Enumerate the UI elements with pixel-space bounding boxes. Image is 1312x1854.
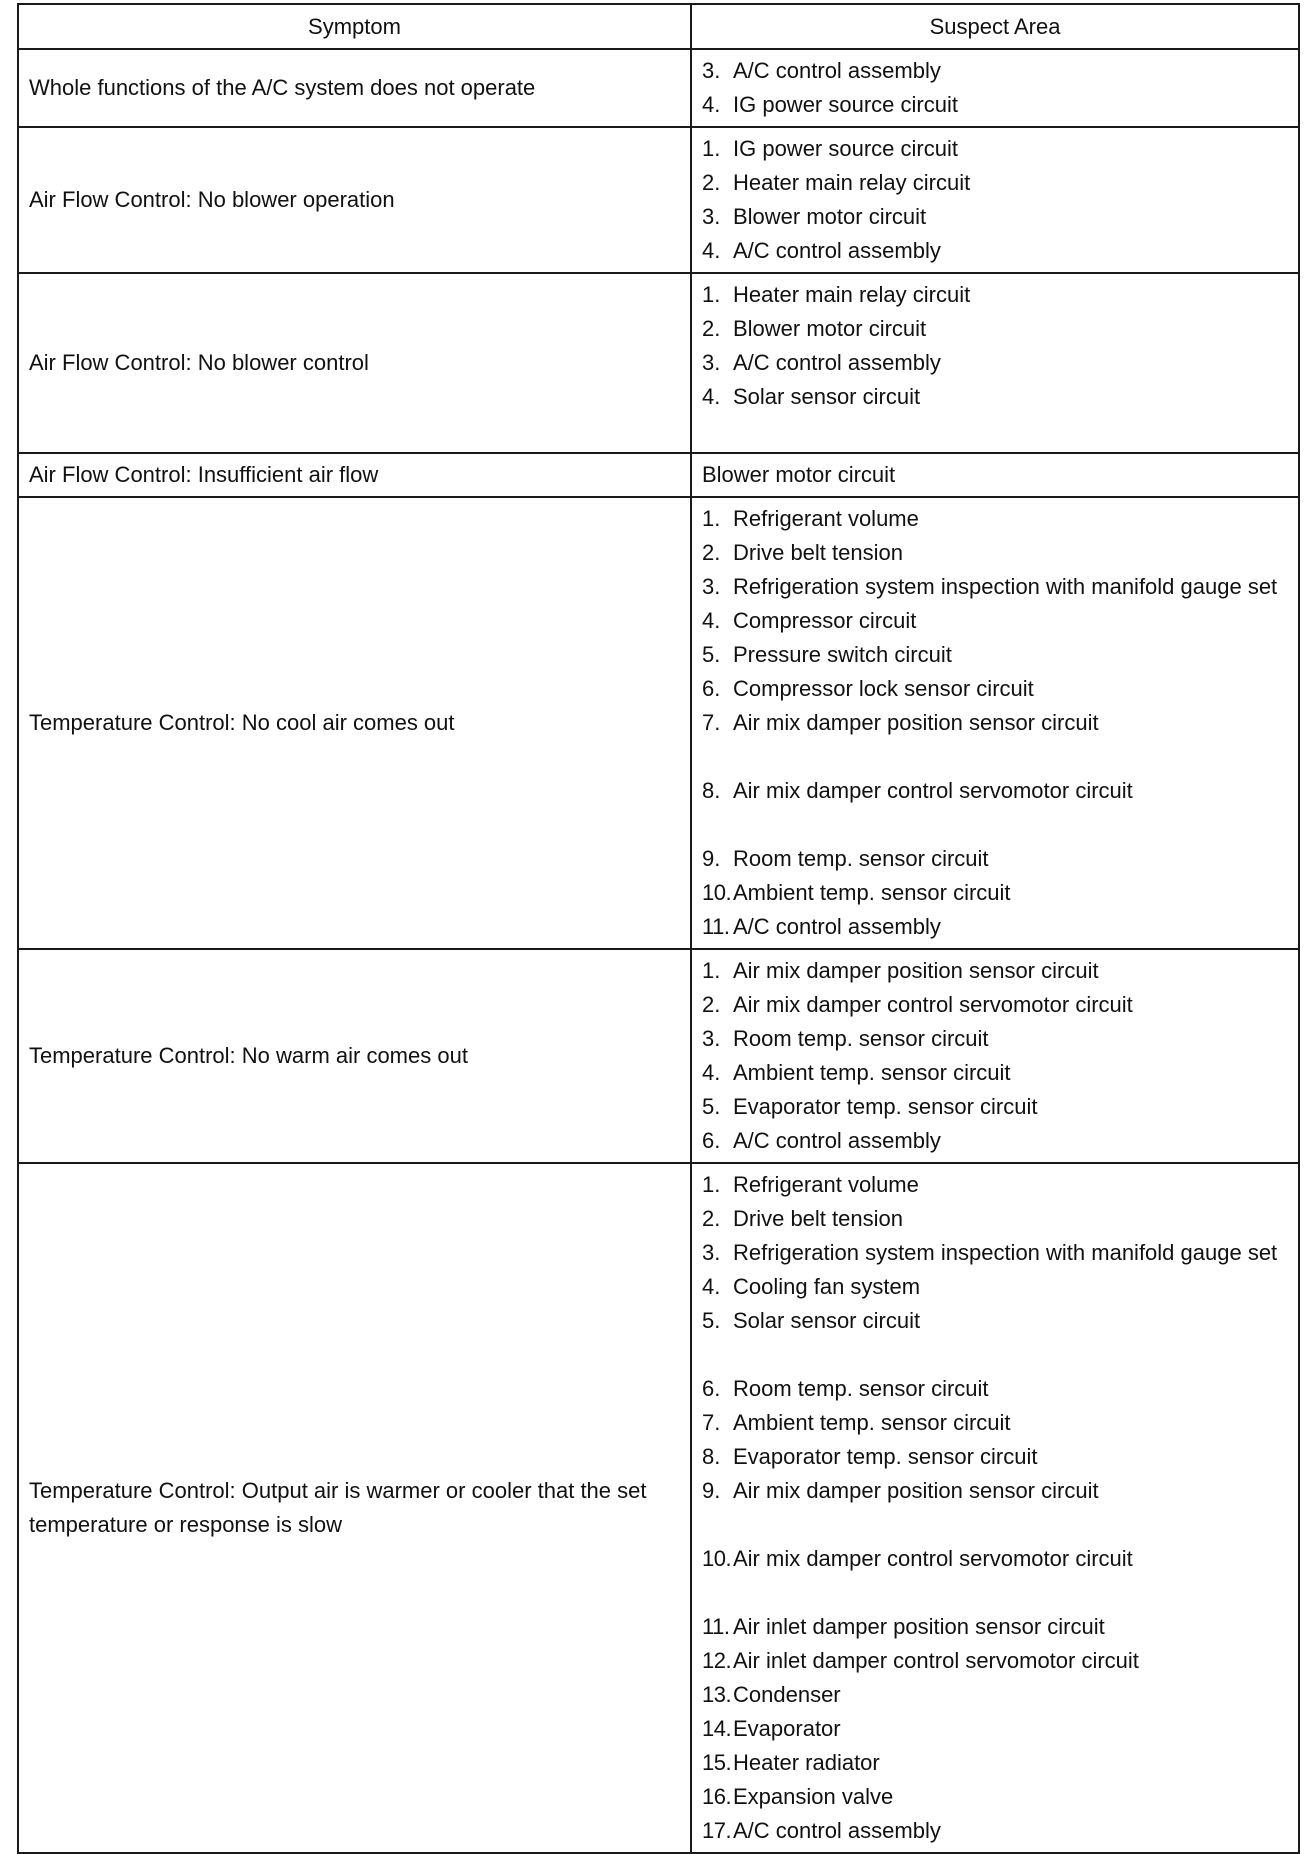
item-text: Evaporator (733, 1716, 841, 1741)
suspect-list-item (702, 1814, 1288, 1848)
symptom-text-line: temperature or response is slow (29, 1512, 343, 1537)
troubleshooting-table (17, 3, 1300, 1854)
symptom-cell (18, 273, 691, 453)
item-number: 17. (702, 1818, 732, 1843)
item-text: Blower motor circuit (733, 204, 927, 229)
item-text: Ambient temp. sensor circuit (733, 880, 1011, 905)
item-text: Heater radiator (733, 1750, 880, 1775)
item-text: A/C control assembly (733, 1818, 941, 1843)
item-text: Heater main relay circuit (733, 170, 971, 195)
item-number: 9. (702, 1478, 721, 1503)
suspect-area-text: Blower motor circuit (702, 462, 896, 487)
item-text: Room temp. sensor circuit (733, 1376, 989, 1401)
suspect-list-item (702, 1304, 1288, 1338)
item-text: Ambient temp. sensor circuit (733, 1060, 1011, 1085)
table-row (18, 497, 1299, 949)
suspect-area-cell (691, 127, 1299, 273)
item-number: 5. (702, 1308, 721, 1333)
item-number: 4. (702, 608, 721, 633)
item-number: 6. (702, 1376, 721, 1401)
item-number: 5. (702, 1094, 721, 1119)
suspect-list-item (702, 1022, 1288, 1056)
item-number: 5. (702, 642, 721, 667)
symptom-header: Symptom (18, 4, 691, 49)
item-text: Air mix damper control servomotor circuit (733, 778, 1133, 803)
item-text: Refrigerant volume (733, 506, 919, 531)
item-number: 8. (702, 1444, 721, 1469)
symptom-cell (18, 127, 691, 273)
item-text: A/C control assembly (733, 238, 941, 263)
suspect-list-item (702, 706, 1288, 740)
item-text: Refrigeration system inspection with manifold gauge set (733, 1240, 1278, 1265)
suspect-list-item (702, 1090, 1288, 1124)
item-number: 9. (702, 846, 721, 871)
suspect-list-item (702, 502, 1288, 536)
suspect-area-cell (691, 1163, 1299, 1853)
item-text: Room temp. sensor circuit (733, 846, 989, 871)
item-text: A/C control assembly (733, 914, 941, 939)
suspect-list-item (702, 774, 1288, 808)
suspect-list-item (702, 1168, 1288, 1202)
item-text: Condenser (733, 1682, 841, 1707)
item-number: 4. (702, 1274, 721, 1299)
blank-line (702, 414, 1288, 448)
symptom-cell (18, 49, 691, 127)
suspect-list-item (702, 1780, 1288, 1814)
item-number: 6. (702, 1128, 721, 1153)
item-text: Drive belt tension (733, 540, 903, 565)
suspect-list-item (702, 570, 1288, 604)
symptom-text: Temperature Control: No cool air comes out (29, 710, 455, 735)
item-number: 3. (702, 204, 721, 229)
item-number: 4. (702, 92, 721, 117)
suspect-list-item (702, 312, 1288, 346)
table-row (18, 949, 1299, 1163)
item-text: A/C control assembly (733, 350, 941, 375)
item-text: A/C control assembly (733, 58, 941, 83)
suspect-list-item (702, 1712, 1288, 1746)
suspect-list-item (702, 876, 1288, 910)
suspect-list-item (702, 988, 1288, 1022)
item-number: 3. (702, 574, 721, 599)
item-text: Evaporator temp. sensor circuit (733, 1094, 1038, 1119)
item-text: Drive belt tension (733, 1206, 903, 1231)
item-number: 2. (702, 1206, 721, 1231)
item-number: 14. (702, 1716, 732, 1741)
symptom-text: Air Flow Control: No blower operation (29, 187, 395, 212)
table-row (18, 273, 1299, 453)
suspect-area-cell (691, 49, 1299, 127)
item-number: 13. (702, 1682, 732, 1707)
table-row (18, 49, 1299, 127)
suspect-area-cell (691, 453, 1299, 497)
item-number: 2. (702, 992, 721, 1017)
suspect-list-item (702, 1406, 1288, 1440)
symptom-text: Temperature Control: No warm air comes out (29, 1043, 468, 1068)
symptom-text: Whole functions of the A/C system does not operate (29, 75, 536, 100)
table-row (18, 1163, 1299, 1853)
item-number: 2. (702, 540, 721, 565)
item-text: Solar sensor circuit (733, 1308, 921, 1333)
item-number: 1. (702, 506, 721, 531)
item-text: Solar sensor circuit (733, 384, 921, 409)
item-number: 10. (702, 1546, 732, 1571)
item-number: 3. (702, 1026, 721, 1051)
suspect-list-item (702, 278, 1288, 312)
suspect-list-item (702, 346, 1288, 380)
item-text: Cooling fan system (733, 1274, 921, 1299)
item-number: 3. (702, 350, 721, 375)
suspect-list-item (702, 1644, 1288, 1678)
suspect-list-item (702, 1124, 1288, 1158)
item-text: Compressor lock sensor circuit (733, 676, 1034, 701)
suspect-list-item (702, 672, 1288, 706)
symptom-cell (18, 949, 691, 1163)
item-number: 16. (702, 1784, 732, 1809)
suspect-list-item (702, 842, 1288, 876)
item-number: 1. (702, 282, 721, 307)
suspect-list-item (702, 638, 1288, 672)
suspect-list-item (702, 1202, 1288, 1236)
item-text: Air mix damper control servomotor circuit (733, 992, 1133, 1017)
header-row (18, 4, 1299, 49)
item-text: IG power source circuit (733, 136, 958, 161)
suspect-area-header: Suspect Area (691, 4, 1299, 49)
item-number: 4. (702, 1060, 721, 1085)
item-number: 7. (702, 710, 721, 735)
suspect-list-item (702, 536, 1288, 570)
suspect-list-item (702, 604, 1288, 638)
item-number: 6. (702, 676, 721, 701)
item-text: Pressure switch circuit (733, 642, 952, 667)
item-number: 11. (702, 914, 730, 939)
item-number: 3. (702, 58, 721, 83)
item-number: 12. (702, 1648, 732, 1673)
suspect-area-cell (691, 949, 1299, 1163)
suspect-list-item (702, 132, 1288, 166)
suspect-list-item (702, 954, 1288, 988)
suspect-list-item (702, 1678, 1288, 1712)
item-number: 7. (702, 1410, 721, 1435)
suspect-list-item (702, 1440, 1288, 1474)
item-text: Air inlet damper position sensor circuit (733, 1614, 1105, 1639)
suspect-list-item (702, 910, 1288, 944)
item-text: Room temp. sensor circuit (733, 1026, 989, 1051)
item-text: Evaporator temp. sensor circuit (733, 1444, 1038, 1469)
item-text: Refrigerant volume (733, 1172, 919, 1197)
item-text: Compressor circuit (733, 608, 917, 633)
item-number: 4. (702, 238, 721, 263)
item-number: 15. (702, 1750, 732, 1775)
item-text: Air mix damper position sensor circuit (733, 1478, 1099, 1503)
item-text: Air mix damper position sensor circuit (733, 958, 1099, 983)
item-number: 3. (702, 1240, 721, 1265)
suspect-list-item (702, 1270, 1288, 1304)
item-number: 11. (702, 1614, 730, 1639)
symptom-text: Air Flow Control: Insufficient air flow (29, 462, 379, 487)
suspect-list-item (702, 54, 1288, 88)
suspect-list-item (702, 380, 1288, 414)
symptom-cell (18, 497, 691, 949)
item-text: Ambient temp. sensor circuit (733, 1410, 1011, 1435)
suspect-list-item (702, 1746, 1288, 1780)
item-text: IG power source circuit (733, 92, 958, 117)
suspect-area-cell (691, 273, 1299, 453)
item-number: 8. (702, 778, 721, 803)
item-number: 2. (702, 316, 721, 341)
table-row (18, 453, 1299, 497)
symptom-cell (18, 1163, 691, 1853)
suspect-list-item (702, 1236, 1288, 1270)
suspect-list-item (702, 1474, 1288, 1508)
item-text: Air mix damper position sensor circuit (733, 710, 1099, 735)
symptom-cell (18, 453, 691, 497)
item-text: Refrigeration system inspection with manifold gauge set (733, 574, 1278, 599)
item-text: Blower motor circuit (733, 316, 927, 341)
suspect-list-item (702, 166, 1288, 200)
suspect-list-item (702, 1056, 1288, 1090)
suspect-list-item (702, 1542, 1288, 1576)
table-row (18, 127, 1299, 273)
item-text: Expansion valve (733, 1784, 894, 1809)
suspect-list-item (702, 1610, 1288, 1644)
item-text: Heater main relay circuit (733, 282, 971, 307)
item-number: 2. (702, 170, 721, 195)
table-body (18, 49, 1299, 1853)
suspect-area-cell (691, 497, 1299, 949)
item-text: A/C control assembly (733, 1128, 941, 1153)
suspect-list-item (702, 234, 1288, 268)
item-number: 4. (702, 384, 721, 409)
symptom-text: Air Flow Control: No blower control (29, 350, 369, 375)
item-number: 10. (702, 880, 732, 905)
suspect-list-item (702, 200, 1288, 234)
item-number: 1. (702, 136, 721, 161)
suspect-list-item (702, 1372, 1288, 1406)
suspect-list-item (702, 88, 1288, 122)
item-text: Air mix damper control servomotor circuit (733, 1546, 1133, 1571)
item-number: 1. (702, 958, 721, 983)
item-number: 1. (702, 1172, 721, 1197)
symptom-text-line: Temperature Control: Output air is warmer or cooler that the set (29, 1478, 647, 1503)
item-text: Air inlet damper control servomotor circuit (733, 1648, 1139, 1673)
